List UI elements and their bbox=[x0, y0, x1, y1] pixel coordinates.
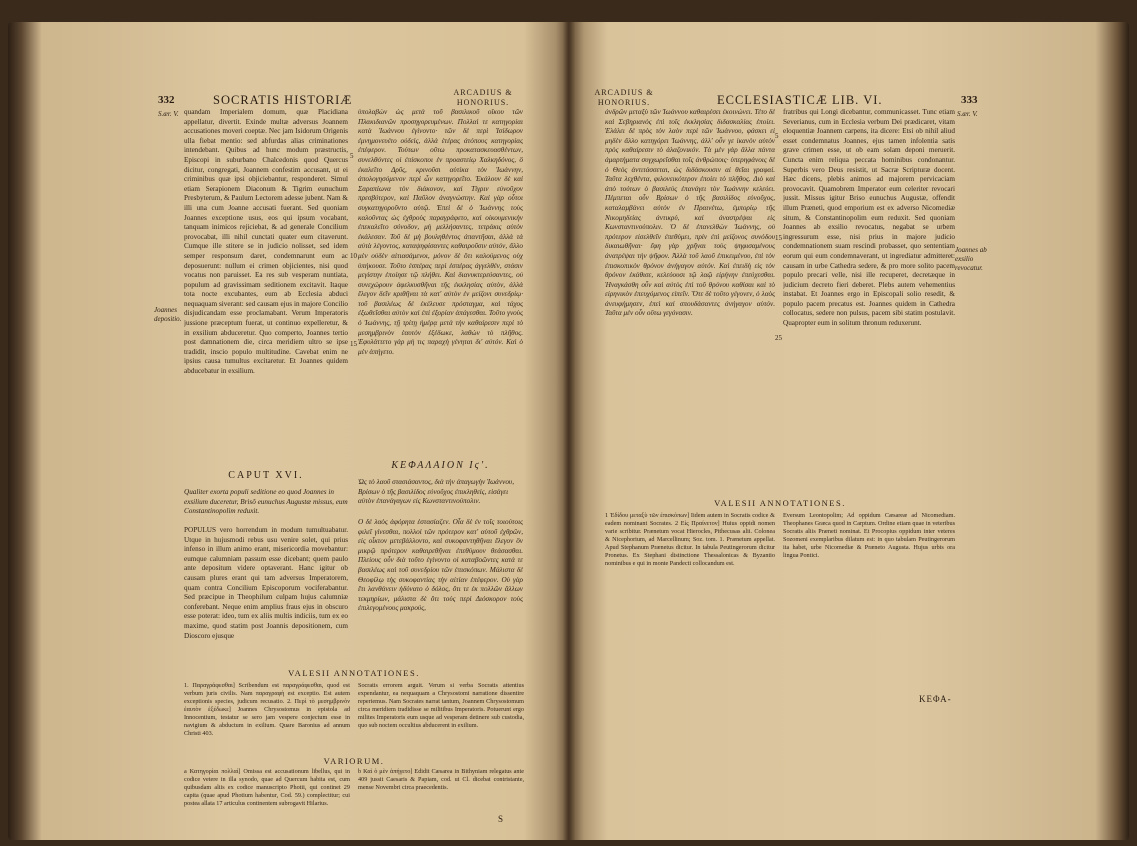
margin-date: S.ær. V. bbox=[158, 110, 179, 118]
notes-column-right: Eversum Leontopolim; Ad oppidum Cæsareæ ad Nicomediam. Theophanes Græca quod in Carptum. Ordine etiam quae in veteribus Socratis aliis Præneti nominat. Et Procopius oppidum inter veteres Sozomeni exemplaribus dilatum est: in quo tabulam Peutingerorum ita habet, urbe Nicomediæ & Præneto Augusta. Hujus urbis ora lingua Pontici. bbox=[783, 512, 955, 559]
page-number: 332 bbox=[158, 94, 175, 106]
line-number: 15 bbox=[775, 234, 782, 242]
line-number: 10 bbox=[350, 252, 357, 260]
line-number: 15 bbox=[350, 340, 357, 348]
greek-column: ἀνδρῶν μεταξὺ τῶν Ἰωάννου καθαιρέσει ἐκοινώνει. Τέτο δὲ καὶ Σεβηριανὸς ἐπὶ τοῖς ἐκκλησίας διδασκαλίας ἐποίει. Ἐλάλει δὲ πρὸς τὸν λαὸν περὶ τῶν Ἰωάννου, φάσκει εἰ μηδὲν ἄλλο κατηγόρει Ἰωάννης, ἀλλ' οὖν γε ἱκανὸν αὐτὸν πρὸς καθαίρεσιν τὸ ἀλαζονικόν. Τὰ μὲν γὰρ ἄλλα πάντα ἁμαρτήματα συγχωρεῖσθαι τοῖς ἀνθρώποις· ὑπερηφάνοις δὲ ὁ Θεὸς ἀντιτάσσεται, ὡς διδάσκουσιν αἱ θεῖαι γραφαί. Ταῦτα λεχθέντα, φιλονεικότερον ἐποίει τὸ πλῆθος. Διὸ καὶ ἀπὸ τούτων ὁ βασιλεὺς ἐπανάγει τὸν Ἰωάννην κελεύει. Πέμπεται οὖν Βρίσων ὁ τῆς βασιλίδος εὐνοῦχος, καταλαμβάνει αὐτὸν ἐν Πραινέτω, ἐμπορίῳ τῆς Νικομηδείας ἀντικρύ, καὶ ἀναστρέψαι εἰς Κωνσταντινούπολιν. Ὁ δὲ ἐπανελθὼν Ἰωάννης, οὐ πρότερον εἰσελθεῖν ἐπεθύμει, πρὶν ἐπὶ μείζονος συνόδου δικαιωθῆναι· ἔφη γὰρ χρῆναι τοὺς ψηφισαμένους ἀνατρέψαι τὴν ψῆφον. Ἀλλὰ τοῦ λαοῦ ἐπικειμένου, ἐπὶ τὸν ἐπισκοπικὸν θρόνον ἀνήγαγον αὐτόν. Καὶ ἐπειδὴ εἰς τὸν θρόνον ἐκάθισε, κελεύουσι τῷ λαῷ εἰρήνην ἐπεύχεσθαι. Ἠναγκάσθη οὖν καὶ αὐτὸς ἐπὶ τοῦ θρόνου καθίσαι καὶ τὸ εἰρηνικὸν ἐπευχόμενος εἰπεῖν. Ὅτε δὲ τοῦτο γέγονεν, ὁ λαὸς ἀνευφήμησεν, ἐπεὶ καὶ σπουδάσαντες ἀνήγαγον αὐτόν. Ταῦτα μὲν οὖν οὕτω γεγόνασιν. bbox=[605, 108, 775, 318]
variorum-column-left: a Κατηγορίαι πολλαί] Omissa est accusationum libellus, qui in codice vetere in illa synodo, quae ad Quercum habita est, cum quibusdam aliis ex codice manuscripto Photii, qui continet 29 capita (quae apud Photium habentur, Cod. 59.) complectitur; cui postea allata 17 articulus continentem subrogavit Hilarius. bbox=[184, 768, 350, 807]
variorum-column-right: b Καὶ ὁ μὲν ἀπήγετο] Edidit Cæsarea in Bithyniam relegatus ante 409 jussit Caesaris & Papiam, cod. ut Cl. dicebat contristante, mense Novembri circa praecedentis. bbox=[358, 768, 524, 791]
open-book bbox=[8, 22, 1129, 840]
variorum-heading: VARIORUM. bbox=[323, 756, 385, 766]
right-page bbox=[569, 22, 1129, 840]
line-number: 5 bbox=[775, 132, 779, 140]
running-head: SOCRATIS HISTORIÆ bbox=[213, 93, 353, 107]
line-number: 5 bbox=[350, 152, 354, 160]
notes-column-left: 1 Ἐδίδου μεταξὺ τῶν ἐπισκόπων] Iidem autem in Socratis codice & eadem nominant Socrates. 2 Εἰς Πραίνετον] Huius oppidi nomen varie scribitur. Prænetum vocat Hierocles, Pithecusas alii. Colonea & Nicephorium, ad Marcellinum; Soz. tom. 1. Prænetum appellat. Apud Stephanum Prænetus dicitur. In tabula Peutingerorum dicitur Pronetus. Ex Stephani distinctione Thessalonicas & Byzantio nominibus e qui in monte Pandecti collocandum est. bbox=[605, 512, 775, 567]
latin-column: quandam Imperialem domum, quæ Placidiana appellatur, divertit. Exinde multæ adversus Joannem accusationes moveri coeptæ. Nec jam Isidorum Origenis ulla fiebat mentio: sed abfurdas alias criminationes intendebant. Quibus ad hunc modum præstructis, Episcopi in suburbano Chalcedonis quod Quercus dicitur, congregati, Joannem confestim accusant, ut ei criminibus quæ ipsi objiciebantur, responderet. Simul etiam Serapionem Diaconum & Tigrim eunuchum Presbyterum, & Paulum Lectorem adesse jubent. Nam & illi una cum Joanne accusati fuerant. Sed quoniam Joannes exceptione usus, eos qui ipsum vocabant, tanquam inimicos rejiciebat, & ad generale Concilium provocabat, illi nihil cunctati quater eum citaverunt. Cumque ille stitere se in judicio nolisset, sed idem semper responsum daret, condemnarunt eum ac deposuerunt: nullum ei crimen objicientes, nisi quod vocatus non paruisset. Ea res sub vesperam nuntiata, populum ad gravissimam seditionem excitavit. Itaque tota nocte excubantes, eum ab Ecclesia abduci nequaquam siverant: sed causam ejus in majore Concilio disjudicandam esse proclamabant. Verum Imperatoris jussione præceptum fuerat, ut continuo expelleretur, & in exsilium abduceretur. Quo comperto, Joannes tertio post damnationem die, circa meridiem ultro se ipse tradidit, inscio populo multitudine. Cavebat enim ne ipsius causa tumultus excitaretur. Et Joannes quidem abducebatur in exsilium. bbox=[184, 108, 348, 376]
running-head: ECCLESIASTICÆ LIB. VI. bbox=[717, 93, 883, 107]
line-number: 25 bbox=[775, 334, 782, 342]
running-head-emperors: ARCADIUS & HONORIUS. bbox=[453, 88, 513, 107]
notes-column-left: 1. Παραγράφεσθαι] Scribendum est παραγράφεσθαι, quod est verbum juris civilis. Nam παραγραφὴ est exceptio. Est autem exceptionis species, judicum recusatio. 2. Περὶ τὸ μεσημβρινὸν ἑαυτὸν ἐξέδωκε] Joannes Chrysostomus in epistola ad Innocentium, testatur se sero jam vespere conjectum esse in navigium & abductum in exilium. Quare Baronius ad annum Christi 403. bbox=[184, 682, 350, 737]
signature-mark: S bbox=[498, 814, 505, 824]
chapter-heading: CAPUT XVI. bbox=[228, 470, 304, 481]
greek-column-2: Ο δὲ λαὸς ἀφόρητα ἐστασίαζεν. Οἷα δὲ ἐν τοῖς τοιούτοις φιλεῖ γίνεσθαι, πολλοὶ τῶν πρότερον κατ' αὐτοῦ ἐχθρῶν, εἰς οἶκτον μετεβάλλοντο, καὶ συκοφαντηθῆναι ἔλεγον ὃν μικρῷ πρότερον καθαιρεθῆναι ἐπεθύμουν θεάσασθαι. Πλείους οὖν διὰ τοῦτο ἐγίνοντο οἱ καταβοῶντες κατὰ τε βασιλέως καὶ τοῦ συνεδρίου τῶν ἐπισκόπων. Μάλιστα δὲ Θεοφίλῳ τὴς συκοφαντίας τὴν αἰτίαν ἐπέφερον. Οὐ γὰρ ἔτι λανθάνειν ἠδύνατο ὁ δόλος, ὅτι τε ἐκ πολλῶν ἄλλων τεκμηρίων, μάλιστα δὲ ὅτι τοὺς περὶ Διόσκορον τοὺς ἐπιλεγομένους μακρούς, bbox=[358, 518, 523, 613]
notes-heading: VALESII ANNOTATIONES. bbox=[714, 498, 846, 508]
kephalaion-heading: ΚΕΦΑΛΑΙΟΝ Ιϛ'. bbox=[391, 460, 490, 471]
page-number: 333 bbox=[961, 94, 978, 106]
catchword: ΚΕΦΑ- bbox=[919, 694, 952, 704]
margin-date: S.ær. V. bbox=[957, 110, 978, 118]
chapter-summary: Qualiter exorta populi seditione eo quod Joannes in exsilium duceretur, Brisô eunuchus Augustæ missus, eum Constantinopolim reduxit. bbox=[184, 488, 348, 515]
left-page bbox=[8, 22, 568, 840]
margin-note: Joannes ab exsilio revocatur. bbox=[955, 246, 987, 272]
notes-column-right: Socratis errorem arguit. Verum si verba Socratis attentius expendantur, ea nequaquam a Chrysostomi narratione dissentire reperiemus. Nam Socrates narrat tantum, Joannem Chrysostomum circa meridiem tradidisse se militibus Imperatoris. Potuerunt ergo milites Imperatoris eum usque ad vesperam detinere sub custodia, quo sub noctem occultius abducerent in exilium. bbox=[358, 682, 524, 729]
notes-heading: VALESII ANNOTATIONES. bbox=[288, 668, 420, 678]
latin-column: fratribus qui Longi dicebantur, communicasset. Tunc etiam Severianus, cum in Ecclesia verbum Dei prædicaret, vitam eloquentiæ Joannem carpens, ita dicere: Etsi ob nihil aliud esset condemnatus Joannes, ejus tamen infolentia satis grave crimen esse, ut ob eam solam deponi meruerit. Cuncta enim reliqua peccata hominibus condonantur. Superbis vero Deus resistit, ut Sacræ Scripturæ docent. Hæc dicens, plebis animos ad majorem pervicaciam provocavit. Quamobrem Imperator eum celeriter revocari jussit. Missus igitur Briso eunuchus Augustæ, offendit illum Præneti, quod emporium est ex adverso Nicomediæ situm, & Constantinopolim eum reduxit. Sed quoniam Joannes ab exsilio revocatus, negabat se urbem ingressurum esse, nisi prius in majore judicio condemnationem suam rescindi probasset, quo sententiam eorum qui eum condemnaverant, ut ingrediatur admitteret: causam in urbe Cathedra sedere, & pro more solito pacem populo precari velle, nisi ille recuperet, decretæque in judicium decreto fieri deberet. Plebs autem vehementius instabat. Et Joannes ergo in Episcopali solio resedit, & populo pacem precatus est. Joannes quidem in Cathedra collocatus, sedere non pulsus, pacem sibi statim postulavit. Quapropter eum in solitum thronum reduxerunt. bbox=[783, 108, 955, 328]
latin-column-2: POPULUS vero horrendum in modum tumultuabatur. Utque in hujusmodi rebus usu venire solet, qui prius infenso in illum animo erant, misericordia movebantur: eumque calumniam passum esse dicebant; quem paulo ante depositum videre optaverant. Hanc igitur ob causam plures erant qui tam adversus Imperatorem, quam contra Concilium Episcoporum vociferabantur. Sed præcipue in Theophilum culpam hujus calumniæ conferebant. Neque enim amplius fraus ejus in obscuro esse poterat: ideo, tum ex aliis multis indiciis, tum ex eo maxime, quod statim post Joannis depositionem, cum Dioscoro ejusque bbox=[184, 526, 348, 640]
running-head-emperors: ARCADIUS & HONORIUS. bbox=[594, 88, 654, 107]
greek-column: ὑπολαβὼν ὡς μετὰ τοῦ βασιλικοῦ οἴκου τῶν Πλακιδιανῶν προσηγορευμένων. Πολλαὶ τε κατηγορίαι κατὰ Ἰωάννου ἐγίνοντο· τῶν δὲ περὶ Ἰσίδωρον ἐμνημονευέτο οὐδεὶς, ἀλλὰ ἑτέρας ἀτόπους κατηγορίας ἐπέφερον. Τούτων οὕτω προκατασκευασθέντων, συνελθόντες οἱ ἐπίσκοποι ἐν προαστείῳ Χαλκηδόνος, ὃ ἐκαλεῖτο Δρῦς, κρινοῦσι αὐτίκα τὸν Ἰωάννην, ἀπολογησόμενον περὶ ὧν κατηγορεῖτο. Ἐκάλουν δὲ καὶ Σαραπίωνα τὸν διάκονον, καὶ Τίγριν εὐνοῦχον πρεσβύτερον, καὶ Παῦλον ἀναγνώστην. Καὶ γὰρ οὗτοι συγκατηγοροῦντο αὐτῷ. Ἐπεὶ δὲ ὁ Ἰωάννης τοὺς καλοῦντας ὡς ἐχθροὺς παραγράφετο, καὶ οἰκουμενικὴν ἐπεκαλεῖτο σύνοδον, μὴ μελλήσαντες, τετράκις αὐτὸν ἐκάλεσαν. Τοῦ δὲ μὴ βουληθέντος ἀπαντῆσαι, ἀλλὰ τὰ αὐτὰ λέγοντος, καταψηφίσαντες καθαιροῦσιν αὐτόν, ἄλλο μὲν οὐδὲν αἰτιασάμενοι, μόνον δὲ ὅτι καλούμενος οὐχ ὑπήκουσε. Τοῦτο ἑσπέρας περὶ ἑσπέρας ἀγγελθέν, στάσιν μεγίστην ἐποίησε τῷ πλήθει. Καὶ διανυκτερεύσαντες, οὐ συνεχώρουν ἀφελκυσθῆναι τῆς ἐκκλησίας αὐτὸν, ἀλλὰ ἔλεγον δεῖν κριθῆναι τὰ κατ' αὐτὸν ἐν μείζονι συνεδρίῳ· τοῦ βασιλέως δὲ ἐκέλευσε πρόσταγμα, καὶ τάχος ἐξωθεῖσθαι αὐτὸν καὶ ἐπὶ ἐξορίαν ἀπάγεσθαι. Τοῦτο γνοὺς ὁ Ἰωάννης, τῇ τρίτῃ ἡμέρᾳ μετὰ τὴν καθαίρεσιν περὶ τὸ μεσημβρινὸν ἑαυτὸν ἐξέδωκε, λαθὼν τὸ πλῆθος. Ἐφυλάττετο γὰρ μὴ τις παραχὴ γένηται δι' αὐτόν. Καὶ ὁ μὲν ἀπήγετο. bbox=[358, 108, 523, 356]
margin-note: Joannes depositio. bbox=[154, 306, 182, 323]
greek-summary: Ὡς τὸ λαοῦ στασιάσαντος, διὰ τὴν ἀπαγωγὴν Ἰωάννου, Βρίσων ὁ τῆς βασιλίδος εὐνοῦχος ἐπικληθεὶς, εἰσάγει αὐτὸν ἐπανάγαγων εἰς Κωνσταντινούπολιν. bbox=[358, 478, 515, 505]
